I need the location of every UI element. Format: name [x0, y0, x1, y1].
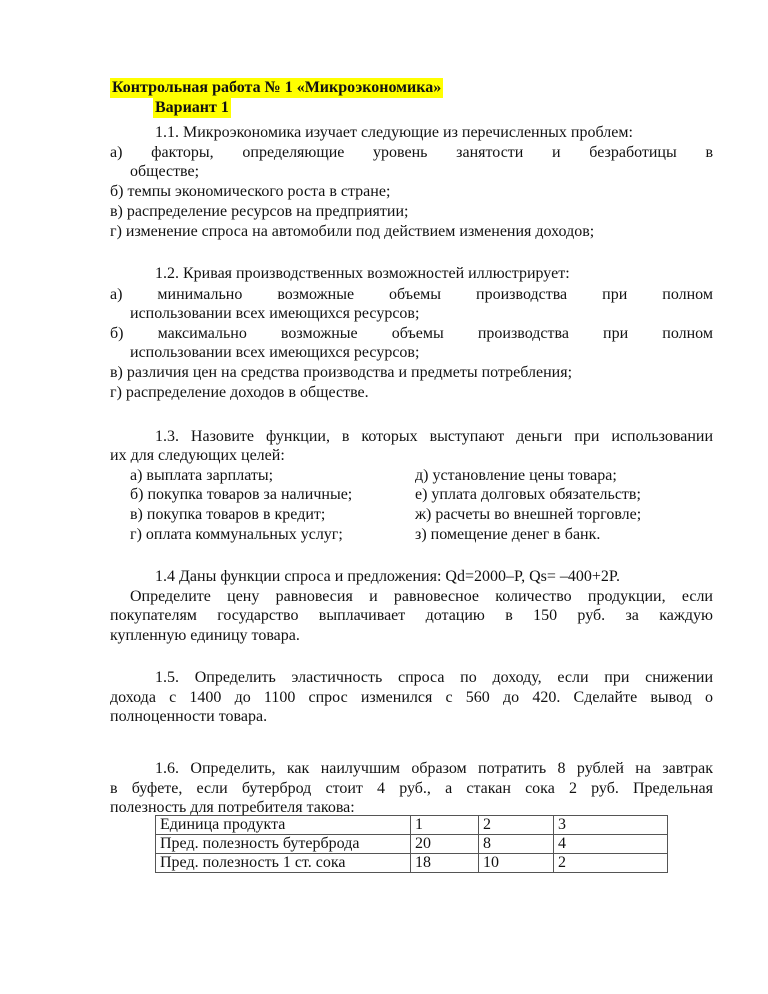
option-g: г) распределение доходов в обществе. [110, 384, 369, 401]
question-text: в буфете, если бутерброд стоит 4 руб., а стакан сока 2 руб. Предельная [110, 780, 713, 797]
document-title: Контрольная работа № 1 «Микроэкономика» [112, 79, 442, 96]
question-text: 1.2. Кривая производственных возможностей иллюстрирует: [155, 265, 570, 282]
option-right: е) уплата долговых обязательств; [415, 486, 641, 503]
option-a: а) минимально возможные объемы производства при полном [110, 286, 713, 303]
table-cell: 2 [479, 816, 554, 835]
option-right: д) установление цены товара; [415, 467, 617, 484]
option-a: а) факторы, определяющие уровень занятости и безработицы в [110, 144, 713, 161]
question-text: дохода с 1400 до 1100 спрос изменился с 560 до 420. Сделайте вывод о [110, 689, 713, 706]
table-row [156, 835, 668, 854]
option-v: в) распределение ресурсов на предприятии; [110, 203, 409, 220]
table-cell: 4 [554, 835, 668, 854]
question-text: полезность для потребителя такова: [110, 799, 355, 816]
question-text: 1.1. Микроэкономика изучает следующие из перечисленных проблем: [155, 124, 633, 141]
question-text: 1.5. Определить эластичность спроса по доходу, если при снижении [155, 669, 713, 686]
question-text: полноценности товара. [110, 708, 268, 725]
option-g: г) изменение спроса на автомобили под действием изменения доходов; [110, 223, 595, 240]
table-cell: Пред. полезность бутерброда [156, 835, 411, 854]
table-cell: 18 [411, 854, 479, 873]
question-text: покупателям государство выплачивает дотацию в 150 руб. за каждую [110, 607, 713, 624]
table-cell: Единица продукта [156, 816, 411, 835]
question-text: 1.4 Даны функции спроса и предложения: Qd=2000–P, Qs= –400+2P. [155, 568, 621, 585]
table-cell: Пред. полезность 1 ст. сока [156, 854, 411, 873]
table-cell: 10 [479, 854, 554, 873]
option-a-cont: обществе; [130, 163, 200, 180]
question-text: 1.3. Назовите функции, в которых выступают деньги при использовании [155, 428, 713, 445]
option-b-cont: использовании всех имеющихся ресурсов; [130, 344, 420, 361]
option-left: в) покупка товаров в кредит; [130, 506, 326, 523]
table-cell: 2 [554, 854, 668, 873]
option-left: б) покупка товаров за наличные; [130, 486, 353, 503]
variant-heading: Вариант 1 [155, 99, 229, 116]
table-row [156, 816, 668, 835]
option-a-cont: использовании всех имеющихся ресурсов; [130, 305, 420, 322]
table-cell: 1 [411, 816, 479, 835]
option-v: в) различия цен на средства производства и предметы потребления; [110, 364, 573, 381]
option-right: з) помещение денег в банк. [415, 526, 601, 543]
question-text: купленную единицу товара. [110, 627, 300, 644]
table-cell: 3 [554, 816, 668, 835]
option-b: б) максимально возможные объемы производства при полном [110, 325, 713, 342]
question-text-cont: их для следующих целей: [110, 447, 285, 464]
question-text: 1.6. Определить, как наилучшим образом потратить 8 рублей на завтрак [155, 760, 713, 777]
table-cell: 20 [411, 835, 479, 854]
question-text: Определите цену равновесия и равновесное количество продукции, если [130, 588, 713, 605]
option-b: б) темпы экономического роста в стране; [110, 183, 391, 200]
option-left: г) оплата коммунальных услуг; [130, 526, 343, 543]
utility-table [155, 815, 668, 873]
table-row [156, 854, 668, 873]
option-right: ж) расчеты во внешней торговле; [415, 506, 642, 523]
option-left: а) выплата зарплаты; [130, 467, 274, 484]
table-cell: 8 [479, 835, 554, 854]
